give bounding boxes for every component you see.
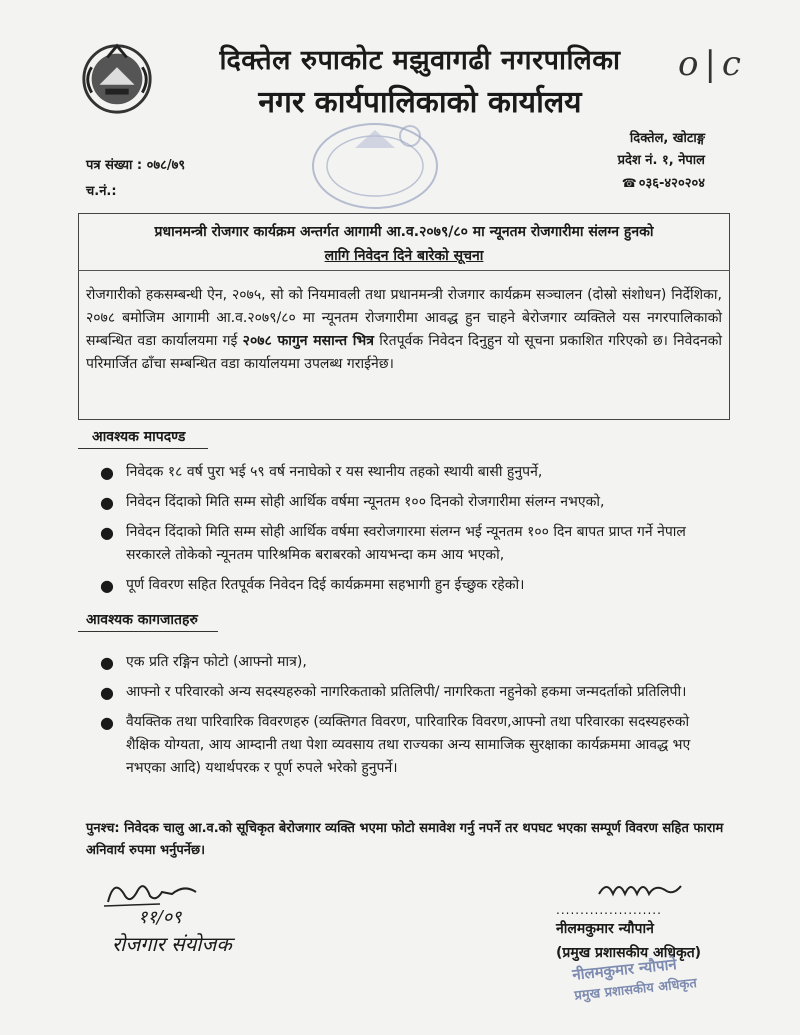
notice-body-text: रोजगारीको हकसम्बन्धी ऐन, २०७५, सो को नियमावली तथा प्रधानमन्त्री रोजगार कार्यक्रम सञ्चालन (दोस्रो संशोधन) निर्देशिका, २०७८ बमोजिम आगामी आ.व.२०७९/८० मा न्यूनतम रोजगारीमा आवद्ध हुन चाहने बेरोजगार व्यक्तिले यस नगरपालिकाको सम्बन्धित वडा कार्यालयमा गई [86,287,722,349]
municipality-name: दिक्तेल रुपाकोट मझुवागढी नगरपालिका [219,45,621,76]
address-place: दिक्तेल, खोटाङ्ग [629,131,705,146]
bullet-icon: ● [100,683,114,702]
bullet-icon: ● [100,463,114,482]
handwritten-date: ११/०९ [138,907,182,928]
criteria-list [100,461,725,604]
list-item: ● निवेदन दिंदाको मिति सम्म सोही आर्थिक वर्षमा स्वरोजगारमा संलग्न भई न्यूनतम १०० दिन बापत प्राप्त गर्ने नेपाल सरकारले तोकेको न्यूनतम पारिश्रमिक बराबरको आयभन्दा कम आय भएको, [100,523,686,563]
notice-body-end: रितपूर्वक निवेदन दिनुहुन यो सूचना प्रकाशित गरिएको छ। निवेदनको परिमार्जित ढाँचा सम्बन्धित वडा कार्यालयमा उपलब्ध गराईनेछ। [86,333,723,372]
handwritten-signature-right [595,868,685,908]
dispatch-number: च.नं.: [86,184,117,199]
bullet-icon: ● [100,713,114,732]
notice-title-line2: लागि निवेदन दिने बारेको सूचना [324,248,484,264]
criteria-heading: आवश्यक मापदण्ड [92,429,186,445]
government-emblem-icon [78,38,156,116]
notice-deadline: २०७८ फागुन मसान्त भित्र [242,333,374,349]
bullet-icon: ● [100,523,114,542]
bullet-icon: ● [100,493,114,512]
postscript-note: पुनश्च: निवेदक चालु आ.व.को सूचिकृत बेरोजगार व्यक्ति भएमा फोटो समावेश गर्नु नपर्ने तर थपघट भएका सम्पूर्ण विवरण सहित फाराम अनिवार्य रुपमा भर्नुपर्नेछ। [86,821,724,858]
office-address [545,128,705,195]
notice-divider [78,270,730,271]
list-item: ● निवेदन दिंदाको मिति सम्म सोही आर्थिक वर्षमा न्यूनतम १०० दिनको रोजगारीमा संलग्न नभएको, [100,493,605,512]
letter-meta-left [86,153,185,205]
signature-line: ...................... [556,903,662,917]
address-province: प्रदेश नं. १, नेपाल [617,153,705,168]
list-item: ● आफ्नो र परिवारको अन्य सदस्यहरुको नागरिकताको प्रतिलिपी/ नागरिकता नहुनेको हकमा जन्मदर्ताको प्रतिलिपी। [100,683,687,702]
documents-list [100,651,720,787]
phone-icon: ☎ [621,176,637,190]
documents-heading: आवश्यक कागजातहरु [86,612,198,628]
signatory-name: नीलमकुमार न्यौपाने [556,921,654,937]
list-item: ● पूर्ण विवरण सहित रितपूर्वक निवेदन दिई कार्यक्रममा सहभागी हुन ईच्छुक रहेको। [100,576,525,595]
list-item: ● एक प्रति रङ्गिन फोटो (आफ्नो मात्र), [100,653,307,672]
bullet-icon: ● [100,576,114,595]
handwritten-mark: o|c [678,44,747,84]
office-seal-icon [300,108,450,216]
notice-title [78,220,730,268]
stamp-title: प्रमुख प्रशासकीय अधिकृत [573,976,698,1004]
letter-number: पत्र संख्या : ०७८/७९ [86,158,186,173]
phone-line [545,172,705,195]
list-item: ● निवेदक १८ वर्ष पुरा भई ५९ वर्ष ननाघेको र यस स्थानीय तहको स्थायी बासी हुनुपर्ने, [100,463,543,482]
documents-heading-rule [78,631,218,632]
notice-title-line1: प्रधानमन्त्री रोजगार कार्यक्रम अन्तर्गत आगामी आ.व.२०७९/८० मा न्यूनतम रोजगारीमा संलग्न हुनको [154,224,654,240]
phone-number: ०३६-४२०२०४ [638,176,705,191]
notice-body [86,284,722,376]
signatory-title: (प्रमुख प्रशासकीय अधिकृत) [556,945,702,961]
bullet-icon: ● [100,653,114,672]
stamp-name: नीलमकुमार न्यौपाने [571,955,678,984]
handwritten-role: रोजगार संयोजक [112,932,232,956]
list-item: ● वैयक्तिक तथा पारिवारिक विवरणहरु (व्यक्तिगत विवरण, पारिवारिक विवरण,आफ्नो तथा परिवारका सदस्यहरुको शैक्षिक योग्यता, आय आम्दानी तथा पेशा व्यवसाय तथा राज्यका अन्य सामाजिक सुरक्षाका कार्यक्रममा आवद्ध भए नभएका आदि) यथार्थपरक र पूर्ण रुपले भरेको हुनुपर्ने। [100,713,691,776]
criteria-heading-rule [78,448,208,449]
office-name: नगर कार्यपालिकाको कार्यालय [258,85,582,120]
